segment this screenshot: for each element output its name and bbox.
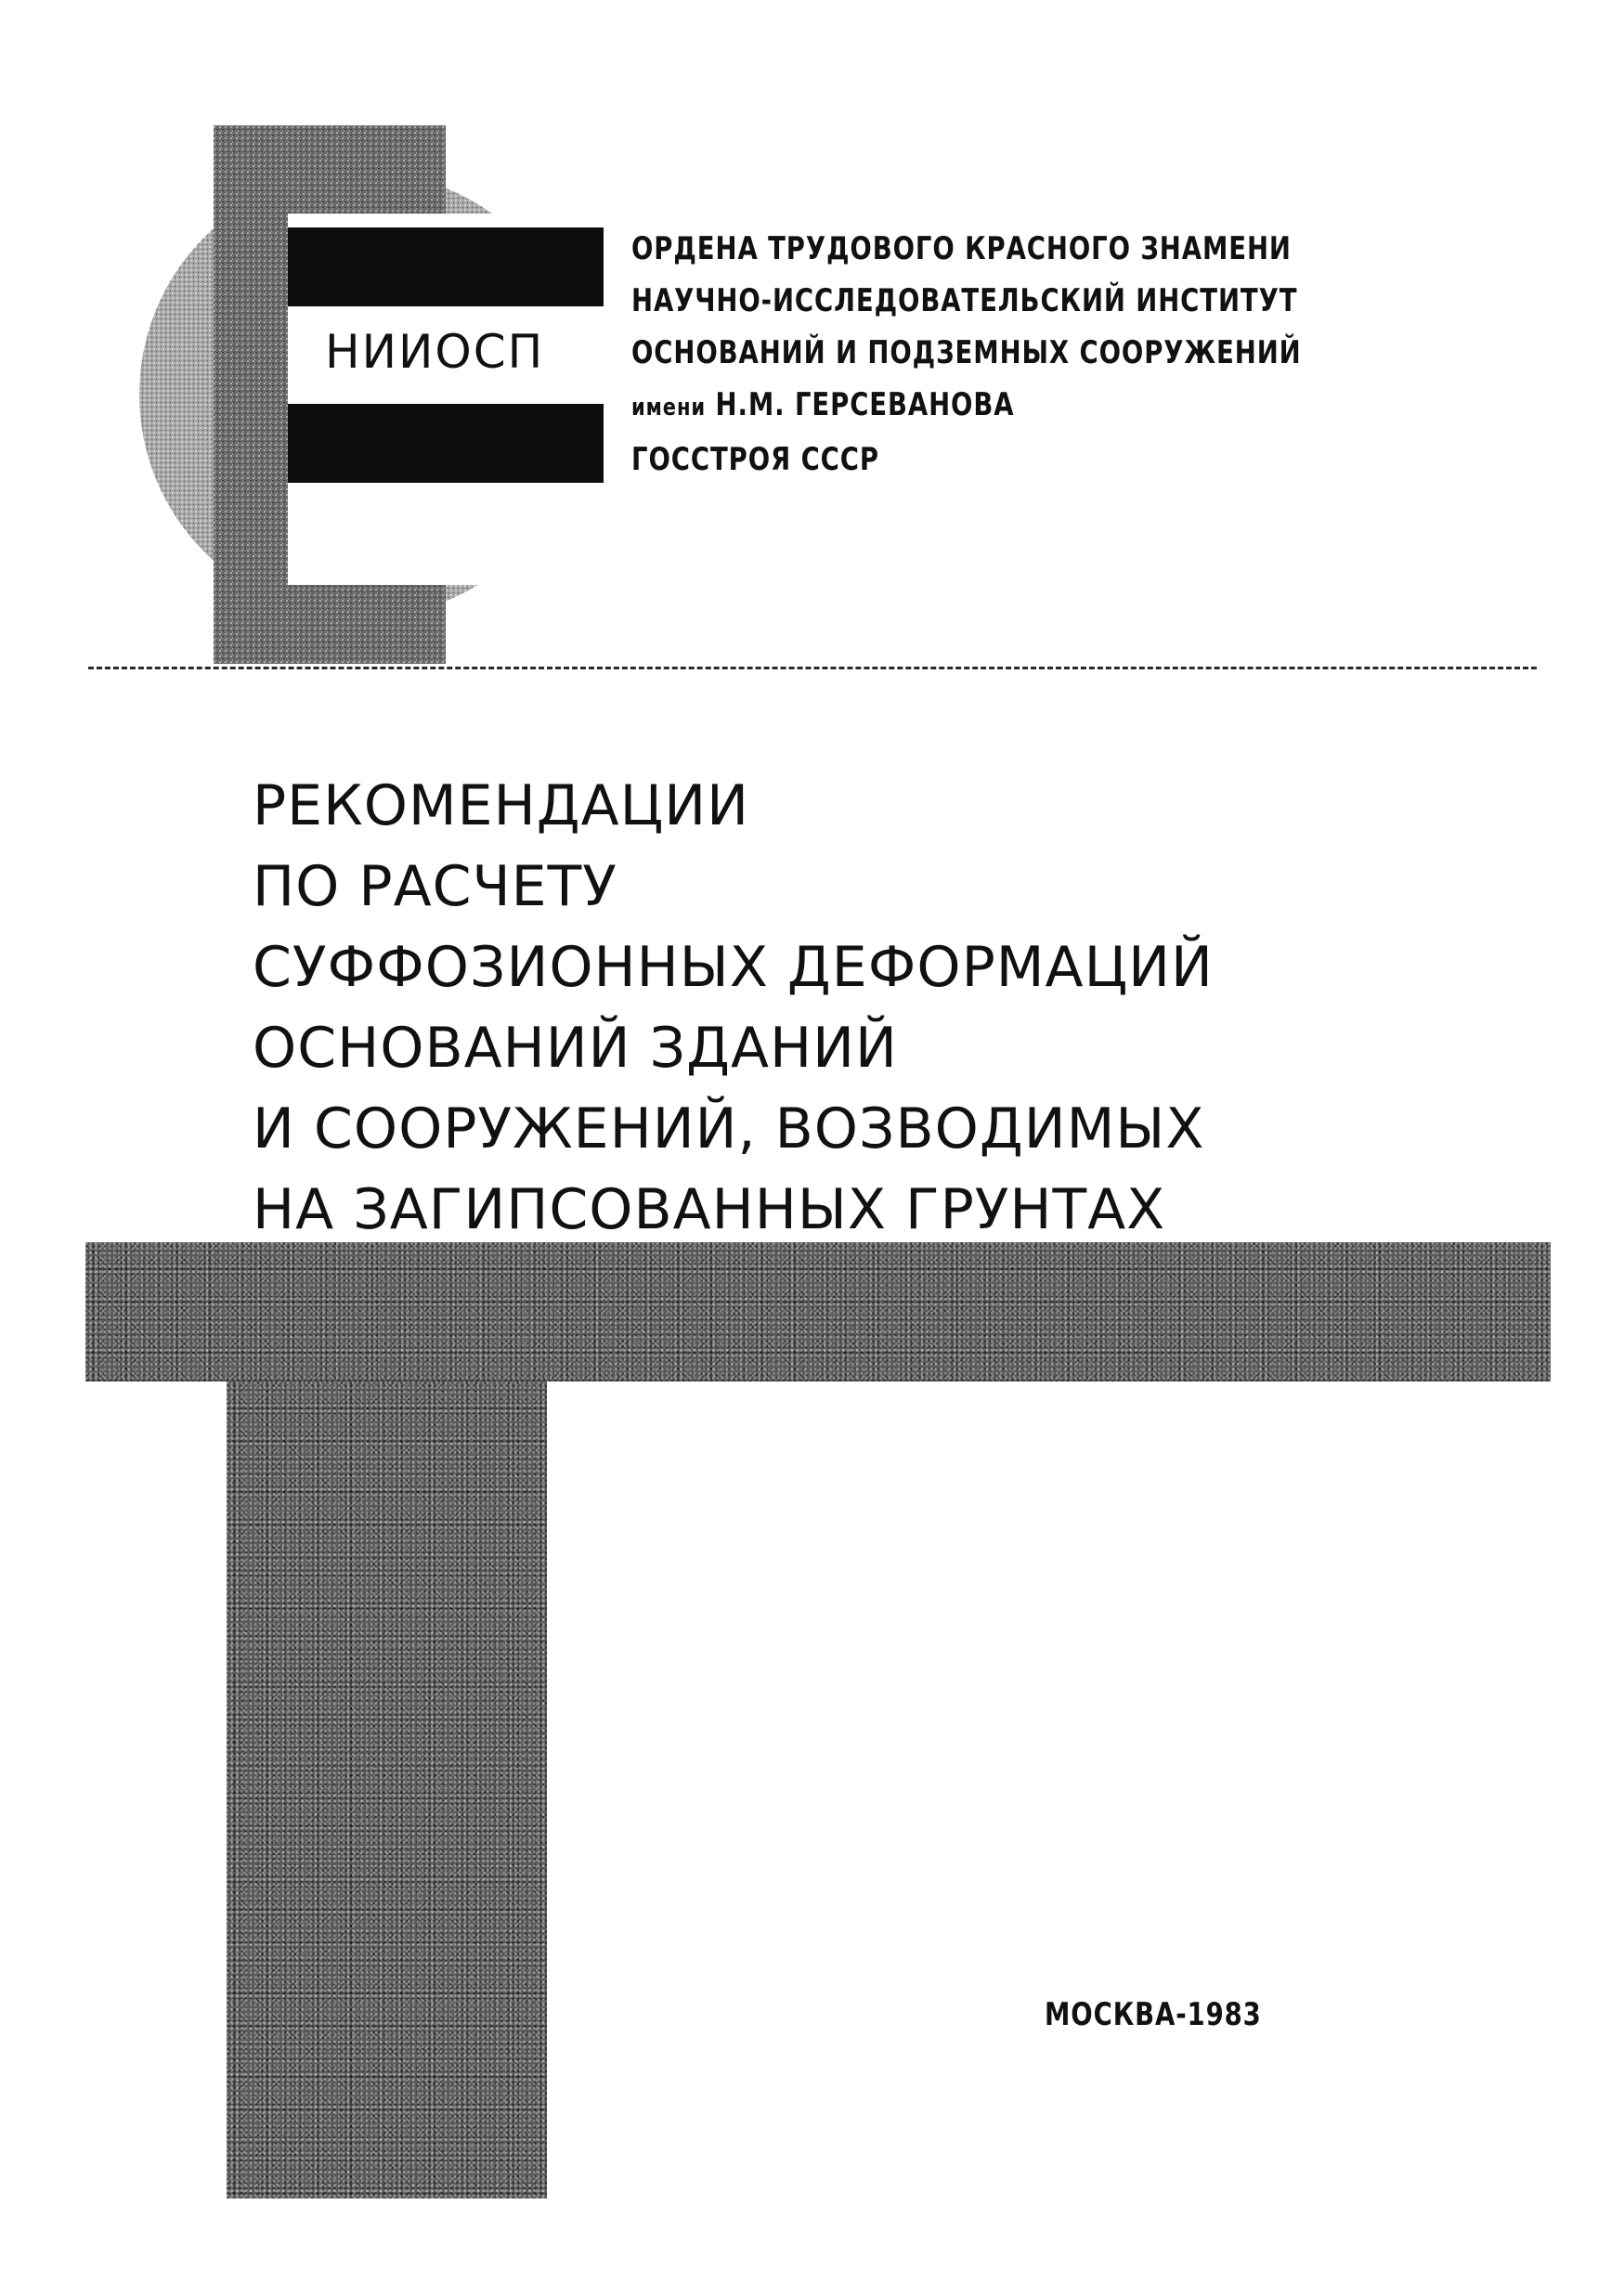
title-line-3: СУФФОЗИОННЫХ ДЕФОРМАЦИЙ: [253, 935, 1214, 1000]
title-line-4: ОСНОВАНИЙ ЗДАНИЙ: [253, 1016, 898, 1081]
institute-affiliation: ГОССТРОЯ СССР: [631, 441, 879, 478]
emblem-graphic: [130, 121, 594, 668]
imprint-place-year: МОСКВА-1983: [1045, 1996, 1262, 2033]
title-line-5: И СООРУЖЕНИЙ, ВОЗВОДИМЫХ: [253, 1096, 1205, 1161]
institute-emblem: [130, 121, 594, 668]
institute-line-3: ОСНОВАНИЙ И ПОДЗЕМНЫХ СООРУЖЕНИЙ: [631, 334, 1302, 371]
decorative-bar-vertical: [227, 1381, 547, 2199]
institute-line-4: [631, 379, 1484, 434]
institute-abbreviation: НИИОСП: [325, 325, 545, 379]
decorative-bar-horizontal: [85, 1242, 1551, 1381]
separator-line: [88, 667, 1537, 669]
emblem-bar-bottom: [288, 404, 604, 483]
name-prefix: имени: [631, 394, 707, 422]
title-line-2: ПО РАСЧЕТУ: [253, 854, 617, 919]
institute-line-2: НАУЧНО-ИССЛЕДОВАТЕЛЬСКИЙ ИНСТИТУТ: [631, 282, 1298, 319]
title-line-1: РЕКОМЕНДАЦИИ: [253, 773, 749, 838]
document-title: [253, 766, 1553, 1251]
namesake: Н.М. ГЕРСЕВАНОВА: [715, 386, 1015, 423]
institute-line-1: ОРДЕНА ТРУДОВОГО КРАСНОГО ЗНАМЕНИ: [631, 230, 1292, 267]
emblem-bar-top: [288, 227, 604, 306]
institute-name: [631, 223, 1484, 486]
title-line-6: НА ЗАГИПСОВАННЫХ ГРУНТАХ: [253, 1177, 1166, 1242]
